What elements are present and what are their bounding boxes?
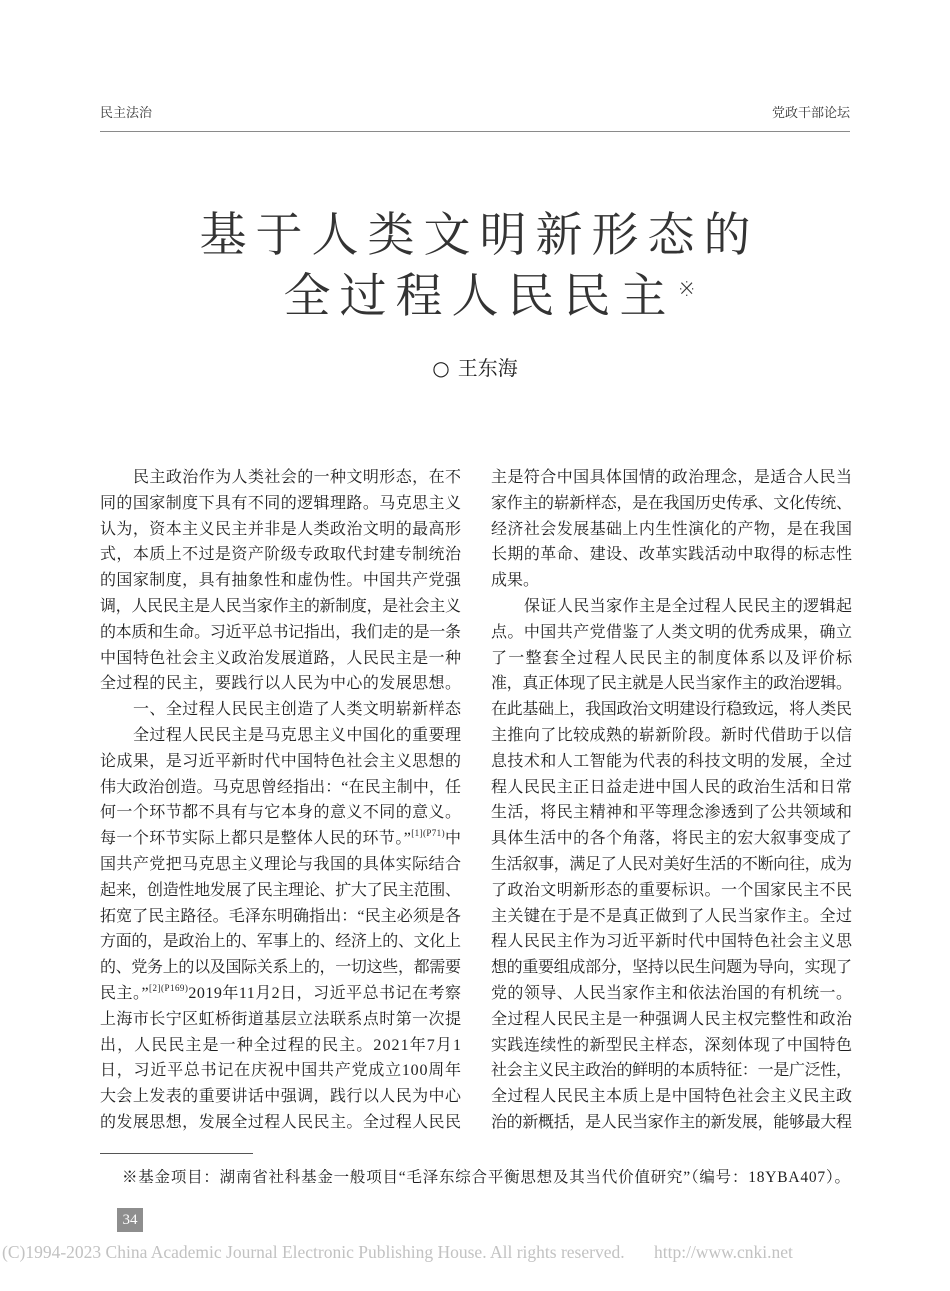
text-line: 起来，创造性地发展了民主理论、扩大了民主范围、 — [100, 881, 461, 899]
text-line — [100, 826, 461, 852]
copyright-url: http://www.cnki.net — [654, 1242, 793, 1262]
text-line: 主是符合中国具体国情的政治理念，是适合人民当 — [491, 469, 853, 486]
text-line: 具体生活中的各个角落，将民主的宏大叙事变成了 — [491, 830, 853, 848]
text-line: 生活，将民主精神和平等理念渗透到了公共领域和 — [491, 804, 853, 822]
text-line: 论成果，是习近平新时代中国特色社会主义思想的 — [100, 752, 462, 770]
text-line: 伟大政治创造。马克思曾经指出：“在民主制中，任 — [100, 778, 462, 796]
footnote — [122, 1166, 850, 1190]
text-line: 民主政治作为人类社会的一种文明形态，在不 — [133, 469, 462, 486]
copyright-notice: (C)1994-2023 China Academic Journal Electronic Publishing House. All rights reserved. — [2, 1242, 625, 1262]
footnote-text: ※基金项目：湖南省社科基金一般项目“毛泽东综合平衡思想及其当代价值研究”（编号：18YBA407）。 — [122, 1169, 851, 1186]
footnote-separator — [100, 1153, 253, 1154]
title-line-1: 基于人类文明新形态的 — [199, 208, 760, 263]
title-line-1-row — [0, 210, 950, 262]
text-line: 党的领导、人民当家作主和依法治国的有机统一。 — [491, 984, 853, 1002]
title-line-2-wrap — [275, 269, 696, 324]
text-segment: 民主。” — [100, 984, 150, 1002]
paragraph — [491, 594, 852, 1136]
text-line: 家作主的崭新样态，是在我国历史传承、文化传统、 — [491, 494, 852, 512]
text-line: 主推向了比较成熟的崭新阶段。新时代借助于以信 — [491, 726, 853, 744]
text-line: 中国特色社会主义政治发展道路，人民民主是一种 — [100, 649, 462, 667]
text-line: 上海市长宁区虹桥街道基层立法联系点时第一次提 — [100, 1010, 462, 1028]
paragraph-continued — [491, 465, 852, 594]
header-rule — [100, 131, 850, 132]
text-line: 了政治文明新形态的重要标识。一个国家民主不民 — [491, 881, 853, 899]
text-line: 程人民民主作为习近平新时代中国特色社会主义思 — [491, 933, 853, 951]
text-line: 国共产党把马克思主义理论与我国的具体实际结合 — [100, 855, 462, 873]
text-line: 在此基础上，我国政治文明建设行稳致远，将人类民 — [491, 701, 852, 719]
text-line: 实践连续性的新型民主样态，深刻体现了中国特色 — [491, 1036, 853, 1054]
running-header-journal: 党政干部论坛 — [771, 106, 850, 121]
text-line: 同的国家制度下具有不同的逻辑理路。马克思主义 — [100, 494, 462, 512]
text-line: 生活叙事，满足了人民对美好生活的不断向往，成为 — [491, 855, 852, 873]
text-line: 保证人民当家作主是全过程人民民主的逻辑起 — [524, 597, 853, 615]
text-line: 社会主义民主政治的鲜明的本质特征：一是广泛性， — [491, 1062, 852, 1080]
text-line: 准，真正体现了民主就是人民当家作主的政治逻辑。 — [491, 675, 852, 693]
author-byline — [0, 356, 950, 380]
text-segment: 中 — [444, 830, 462, 848]
title-line-2: 全过程人民民主 — [283, 269, 676, 324]
text-line: 何一个环节都不具有与它本身的意义不同的意义。 — [100, 804, 462, 822]
text-line: 的、党务上的以及国际关系上的，一切这些，都需要 — [100, 959, 461, 977]
text-line: 的发展思想，发展全过程人民民主。全过程人民民 — [100, 1113, 462, 1131]
text-line: 全过程人民民主是马克思主义中国化的重要理 — [133, 726, 462, 744]
section-heading: 一、全过程人民民主创造了人类文明崭新样态 — [133, 701, 462, 719]
title-footnote-mark: ※ — [677, 277, 696, 302]
text-line: 点。中国共产党借鉴了人类文明的优秀成果，确立 — [491, 623, 853, 641]
text-line: 方面的，是政治上的、军事上的、经济上的、文化上 — [100, 933, 461, 951]
paragraph — [100, 465, 461, 697]
text-line: 日，习近平总书记在庆祝中国共产党成立100周年 — [100, 1062, 462, 1080]
citation-superscript: [2](P169) — [149, 983, 189, 994]
text-line: 成果。 — [491, 572, 540, 590]
text-line: 出，人民民主是一种全过程的民主。2021年7月1 — [100, 1036, 463, 1054]
page-number: 34 — [117, 1208, 143, 1232]
paragraph — [100, 723, 461, 1136]
text-line: 调，人民民主是人民当家作主的新制度，是社会主义 — [100, 597, 461, 615]
running-header-section: 民主法治 — [100, 106, 153, 121]
text-line: 的国家制度，具有抽象性和虚伪性。中国共产党强 — [100, 572, 462, 590]
left-column — [100, 465, 461, 1136]
text-line: 程人民民主正日益走进中国人民的政治生活和日常 — [491, 778, 853, 796]
citation-superscript: [1](P71) — [411, 828, 445, 839]
text-line: 全过程人民民主本质上是中国特色社会主义民主政 — [491, 1088, 853, 1106]
text-line: 经济社会发展基础上内生性演化的产物，是在我国 — [491, 520, 853, 538]
text-line: 息技术和人工智能为代表的科技文明的发展，全过 — [491, 752, 853, 770]
text-line: 治的新概括，是人民当家作主的新发展，能够最大程 — [491, 1113, 852, 1131]
text-line: 大会上发表的重要讲话中强调，践行以人民为中心 — [100, 1088, 462, 1106]
text-line: 式，本质上不过是资产阶级专政取代封建专制统治 — [100, 546, 462, 564]
text-segment: 每一个环节实际上都只是整体人民的环节。” — [100, 830, 412, 848]
text-line: 认为，资本主义民主并非是人类政治文明的最高形 — [100, 520, 462, 538]
text-line: 长期的革命、建设、改革实践活动中取得的标志性 — [491, 546, 853, 564]
text-segment: 2019年11月2日，习近平总书记在考察 — [188, 984, 462, 1002]
text-line: 全过程人民民主是一种强调人民主权完整性和政治 — [491, 1010, 853, 1028]
author-name: 王东海 — [457, 356, 518, 380]
text-line: 拓宽了民主路径。毛泽东明确指出：“民主必须是各 — [100, 907, 462, 925]
text-line: 主关键在于是不是真正做到了人民当家作主。全过 — [491, 907, 853, 925]
author-circle-mark: ○ — [432, 356, 450, 380]
right-column — [491, 465, 852, 1136]
title-line-2-row — [0, 271, 950, 323]
text-line — [100, 981, 461, 1007]
text-line: 全过程的民主，要践行以人民为中心的发展思想。 — [100, 675, 462, 693]
text-line: 的本质和生命。习近平总书记指出，我们走的是一条 — [100, 623, 461, 641]
text-line: 想的重要组成部分，坚持以民生问题为导向，实现了 — [491, 959, 852, 977]
text-line: 了一整套全过程人民民主的制度体系以及评价标 — [491, 649, 854, 667]
